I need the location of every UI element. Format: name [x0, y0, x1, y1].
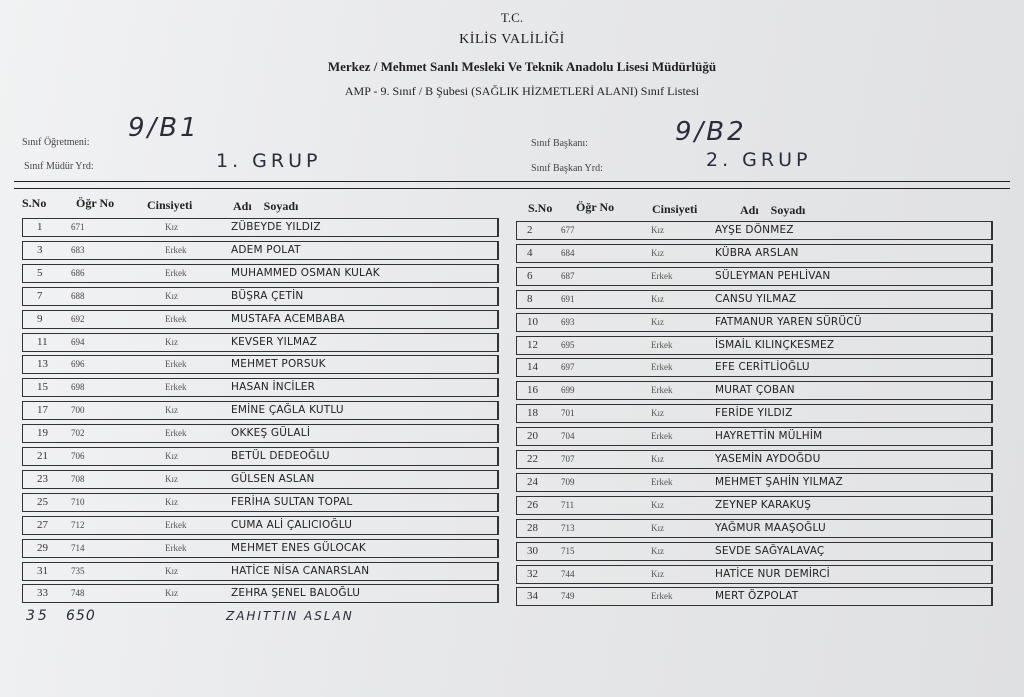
handwritten-right-class: 9/B2: [675, 117, 747, 147]
cell-gender: Erkek: [651, 362, 673, 373]
cell-student-no: 712: [71, 519, 85, 530]
cell-sno: 14: [527, 361, 538, 374]
cell-student-no: 695: [561, 339, 575, 350]
cell-gender: Kız: [165, 588, 178, 599]
table-row: [22, 562, 499, 581]
cell-student-no: 683: [71, 244, 85, 255]
cell-student-no: 688: [71, 290, 85, 301]
table-row: [22, 264, 499, 283]
cell-name: HASAN İNCİLER: [231, 381, 316, 394]
cell-sno: 21: [37, 450, 48, 462]
cell-gender: Kız: [651, 545, 664, 556]
cell-gender: Erkek: [651, 339, 673, 350]
cell-name: ZEYNEP KARAKUŞ: [715, 498, 812, 511]
cell-sno: 29: [37, 541, 48, 554]
col-header-sno-left: S.No: [22, 196, 47, 210]
cell-name: MEHMET ŞAHİN YILMAZ: [715, 475, 843, 488]
cell-gender: Erkek: [165, 382, 187, 393]
cell-name: EMİNE ÇAĞLA KUTLU: [231, 404, 344, 417]
cell-name: ZÜBEYDE YILDIZ: [231, 221, 321, 233]
table-row: [516, 244, 993, 263]
table-row: [22, 493, 499, 512]
cell-name: MEHMET PORSUK: [231, 358, 326, 371]
cell-gender: Erkek: [651, 431, 673, 442]
table-row: [516, 542, 993, 561]
cell-gender: Kız: [651, 454, 664, 464]
header-school: Merkez / Mehmet Sanlı Mesleki Ve Teknik Anadolu Lisesi Müdürlüğü: [327, 59, 717, 74]
table-row: [516, 221, 993, 240]
table-row: [22, 355, 499, 374]
table-row: [516, 313, 993, 332]
cell-sno: 15: [37, 381, 48, 394]
table-row: [516, 587, 993, 606]
cell-student-no: 708: [71, 473, 85, 484]
cell-name: MUHAMMED OSMAN KULAK: [231, 266, 380, 279]
cell-gender: Erkek: [651, 476, 673, 487]
cell-student-no: 706: [71, 451, 85, 461]
cell-student-no: 687: [561, 270, 575, 281]
header-tc: T.C.: [500, 10, 524, 25]
cell-name: SÜLEYMAN PEHLİVAN: [715, 269, 831, 282]
cell-gender: Kız: [165, 336, 178, 347]
cell-student-no: 692: [71, 313, 85, 324]
cell-sno: 26: [527, 498, 538, 511]
cell-sno: 8: [527, 292, 533, 305]
cell-gender: Kız: [651, 499, 664, 510]
cell-name: CANSU YILMAZ: [715, 292, 797, 305]
cell-gender: Erkek: [165, 244, 187, 255]
cell-sno: 13: [37, 358, 48, 371]
cell-student-no: 698: [71, 382, 85, 393]
handwritten-extra-no: 650: [66, 608, 96, 624]
cell-student-no: 702: [71, 428, 85, 439]
cell-gender: Kız: [165, 451, 178, 461]
cell-sno: 3: [37, 243, 43, 256]
col-header-no-left: Öğr No: [76, 196, 115, 210]
cell-name: MUSTAFA ACEMBABA: [231, 312, 345, 325]
col-header-sex-right: Cinsiyeti: [652, 202, 698, 216]
table-row: [22, 539, 499, 558]
cell-name: BÜŞRA ÇETİN: [231, 289, 304, 302]
table-row: [22, 516, 499, 535]
label-class-teacher: Sınıf Öğretmeni:: [22, 137, 90, 148]
table-row: [22, 424, 499, 443]
handwritten-extra-sno: 35: [26, 608, 50, 624]
cell-name: HATİCE NİSA CANARSLAN: [231, 564, 370, 577]
table-row: [516, 290, 993, 309]
cell-sno: 31: [37, 564, 48, 577]
cell-sno: 23: [37, 472, 48, 485]
table-row: [516, 519, 993, 538]
cell-sno: 19: [37, 427, 48, 440]
table-row: [22, 310, 499, 329]
table-row: [22, 218, 499, 237]
cell-student-no: 707: [561, 454, 575, 464]
cell-student-no: 714: [71, 542, 85, 553]
cell-sno: 12: [527, 338, 538, 351]
cell-student-no: 699: [561, 385, 575, 396]
cell-student-no: 715: [561, 545, 575, 556]
header-governorate: KİLİS VALİLİĞİ: [459, 32, 565, 47]
cell-student-no: 697: [561, 362, 575, 373]
cell-name: CUMA ALİ ÇALICIOĞLU: [231, 518, 353, 531]
cell-name: İSMAİL KILINÇKESMEZ: [715, 338, 835, 351]
cell-sno: 10: [527, 315, 538, 328]
table-row: [516, 473, 993, 492]
cell-student-no: 693: [561, 316, 575, 327]
cell-sno: 24: [527, 475, 538, 488]
cell-name: KÜBRA ARSLAN: [715, 246, 799, 259]
cell-student-no: 749: [561, 591, 575, 602]
cell-gender: Kız: [651, 522, 664, 533]
cell-name: ZEHRA ŞENEL BALOĞLU: [231, 587, 361, 600]
divider-bottom: [14, 188, 1010, 189]
table-row: [22, 584, 499, 603]
cell-name: BETÜL DEDEOĞLU: [231, 450, 330, 462]
table-row: [516, 565, 993, 584]
cell-sno: 6: [527, 269, 533, 282]
cell-name: MERT ÖZPOLAT: [715, 590, 799, 603]
cell-student-no: 713: [561, 522, 575, 533]
cell-sno: 20: [527, 430, 538, 443]
divider-top: [14, 181, 1010, 182]
cell-gender: Kız: [651, 316, 664, 327]
cell-name: EFE CERİTLİOĞLU: [715, 361, 810, 374]
cell-student-no: 700: [71, 405, 85, 416]
cell-student-no: 704: [561, 431, 575, 442]
cell-sno: 2: [527, 224, 533, 236]
cell-sno: 5: [37, 266, 43, 279]
handwritten-extra-name: ZAHITTIN ASLAN: [226, 609, 354, 623]
handwritten-right-group: 2. GRUP: [706, 149, 812, 171]
cell-sno: 18: [527, 407, 538, 420]
cell-sno: 30: [527, 544, 538, 557]
cell-name: KEVSER YILMAZ: [231, 335, 318, 348]
cell-sno: 22: [527, 453, 538, 465]
table-row: [516, 427, 993, 446]
table-row: [22, 401, 499, 420]
cell-sno: 33: [37, 587, 48, 600]
cell-student-no: 684: [561, 247, 575, 258]
cell-gender: Erkek: [165, 313, 187, 324]
cell-gender: Erkek: [165, 519, 187, 530]
table-row: [516, 496, 993, 515]
cell-gender: Erkek: [651, 270, 673, 281]
table-row: [22, 241, 499, 260]
cell-gender: Kız: [651, 293, 664, 304]
cell-gender: Kız: [165, 290, 178, 301]
label-vice-principal: Sınıf Müdür Yrd:: [24, 161, 94, 172]
cell-name: AYŞE DÖNMEZ: [715, 224, 794, 236]
cell-name: FATMANUR YAREN SÜRÜCÜ: [715, 315, 862, 328]
col-header-sno-right: S.No: [528, 201, 553, 215]
table-row: [516, 267, 993, 286]
table-row: [22, 447, 499, 466]
cell-gender: Kız: [651, 247, 664, 258]
cell-gender: Kız: [651, 408, 664, 419]
label-class-president: Sınıf Başkanı:: [531, 138, 588, 149]
cell-sno: 1: [37, 221, 43, 233]
cell-student-no: 671: [71, 222, 85, 232]
cell-student-no: 701: [561, 408, 575, 419]
table-row: [516, 336, 993, 355]
cell-student-no: 710: [71, 496, 85, 507]
cell-student-no: 677: [561, 225, 575, 235]
cell-gender: Kız: [165, 473, 178, 484]
cell-sno: 16: [527, 384, 538, 397]
cell-name: HAYRETTİN MÜLHİM: [715, 430, 823, 443]
col-header-no-right: Öğr No: [576, 200, 615, 214]
cell-gender: Erkek: [165, 359, 187, 370]
header-class-list-title: AMP - 9. Sınıf / B Şubesi (SAĞLIK HİZMETLERİ ALANI) Sınıf Listesi: [344, 84, 700, 98]
cell-name: GÜLSEN ASLAN: [231, 472, 315, 485]
cell-name: ADEM POLAT: [231, 243, 301, 256]
label-class-vice-president: Sınıf Başkan Yrd:: [531, 163, 603, 174]
cell-gender: Kız: [651, 225, 664, 235]
cell-name: FERİDE YILDIZ: [715, 407, 793, 420]
table-row: [22, 378, 499, 397]
cell-gender: Erkek: [165, 267, 187, 278]
cell-gender: Kız: [651, 568, 664, 579]
cell-sno: 9: [37, 312, 43, 325]
cell-gender: Kız: [165, 496, 178, 507]
cell-student-no: 696: [71, 359, 85, 370]
cell-sno: 28: [527, 521, 538, 534]
col-header-name-right: Adı Soyadı: [740, 203, 806, 217]
table-row: [22, 333, 499, 352]
cell-sno: 27: [37, 518, 48, 531]
cell-student-no: 735: [71, 565, 85, 576]
cell-name: YASEMİN AYDOĞDU: [715, 453, 821, 465]
cell-student-no: 694: [71, 336, 85, 347]
cell-gender: Erkek: [651, 591, 673, 602]
cell-sno: 25: [37, 495, 48, 508]
handwritten-left-class: 9/B1: [128, 113, 200, 143]
handwritten-left-group: 1. GRUP: [216, 150, 322, 172]
cell-student-no: 709: [561, 476, 575, 487]
cell-sno: 17: [37, 404, 48, 417]
cell-gender: Kız: [165, 565, 178, 576]
cell-gender: Kız: [165, 405, 178, 416]
cell-student-no: 744: [561, 568, 575, 579]
cell-name: SEVDE SAĞYALAVAÇ: [715, 544, 825, 557]
table-row: [22, 287, 499, 306]
cell-student-no: 691: [561, 293, 575, 304]
cell-sno: 11: [37, 335, 48, 348]
cell-gender: Kız: [165, 222, 178, 232]
cell-sno: 7: [37, 289, 43, 302]
cell-name: YAĞMUR MAAŞOĞLU: [715, 521, 826, 534]
table-row: [22, 470, 499, 489]
cell-name: HATİCE NUR DEMİRCİ: [715, 567, 830, 580]
cell-gender: Erkek: [165, 428, 187, 439]
col-header-name-left: Adı Soyadı: [233, 199, 299, 213]
table-row: [516, 450, 993, 469]
cell-sno: 4: [527, 246, 533, 259]
table-row: [516, 381, 993, 400]
table-row: [516, 404, 993, 423]
table-row: [516, 358, 993, 377]
cell-student-no: 711: [561, 499, 575, 510]
cell-student-no: 748: [71, 588, 85, 599]
cell-name: OKKEŞ GÜLALİ: [231, 427, 311, 440]
cell-sno: 32: [527, 567, 538, 580]
cell-name: MEHMET ENES GÜLOCAK: [231, 541, 366, 554]
cell-name: MURAT ÇOBAN: [715, 384, 795, 397]
cell-gender: Erkek: [651, 385, 673, 396]
cell-student-no: 686: [71, 267, 85, 278]
cell-name: FERİHA SULTAN TOPAL: [231, 495, 353, 508]
cell-gender: Erkek: [165, 542, 187, 553]
cell-sno: 34: [527, 590, 538, 603]
col-header-sex-left: Cinsiyeti: [147, 198, 193, 212]
